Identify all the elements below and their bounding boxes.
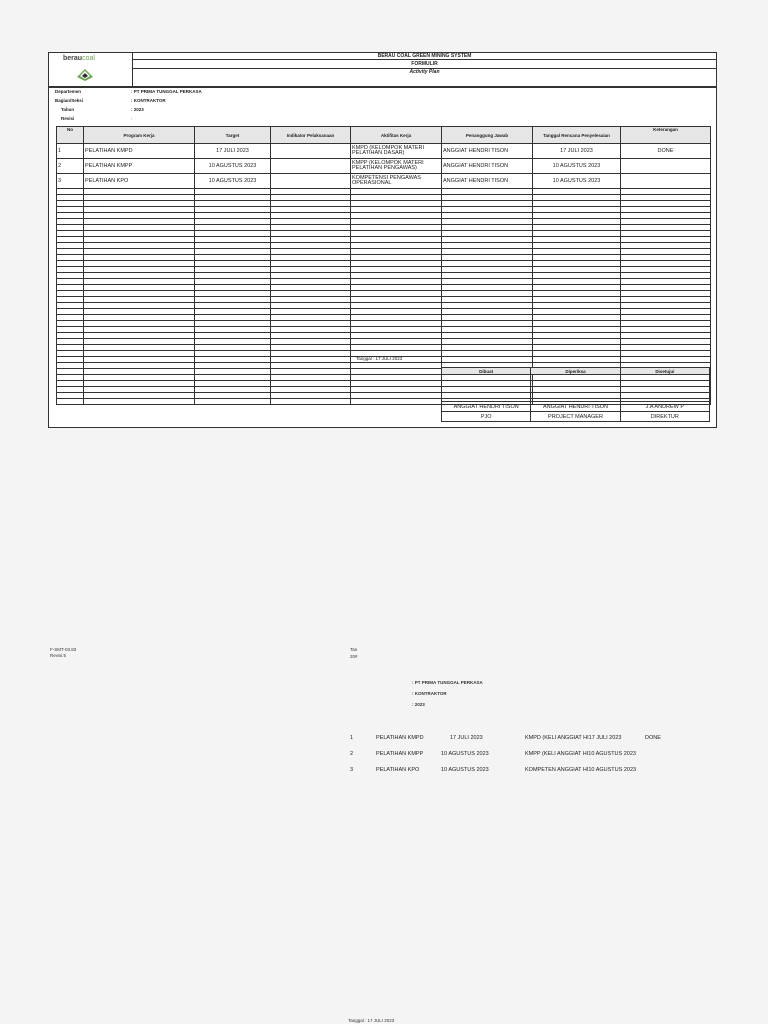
- cell-target: 10 AGUSTUS 2023: [195, 174, 271, 189]
- sign-space: [531, 375, 620, 402]
- cell-aktifitas: KMPD (KELOMPOK MATERI PELATIHAN DASAR): [351, 144, 442, 159]
- table-row: [57, 144, 711, 159]
- overflow-tanggal: Tanggal : 17 JULI 2023: [348, 1018, 395, 1023]
- tahun-value: : 2023: [131, 107, 144, 112]
- table-row: [57, 174, 711, 189]
- signature-header-row: [442, 368, 710, 375]
- logo-area: [49, 53, 133, 87]
- sign-header-diperiksa: Diperiksa: [531, 368, 620, 375]
- overflow-no: 2: [350, 751, 354, 757]
- sign-header-disetujui: Disetujui: [620, 368, 709, 375]
- overflow-tahun: : 2023: [412, 702, 425, 707]
- sign-space: [442, 375, 531, 402]
- col-header-keterangan: Keterangan: [621, 127, 711, 144]
- tan-label: Tan: [350, 647, 358, 652]
- bagian-value: : KONTRAKTOR: [131, 98, 166, 103]
- cell-no: 2: [57, 159, 84, 174]
- overflow-no: 1: [350, 735, 354, 741]
- activity-plan-form: [48, 52, 717, 428]
- cell-no: 3: [57, 174, 84, 189]
- cell-pj: ANGGIAT HENDRI TISON: [442, 159, 533, 174]
- table-row: [57, 159, 711, 174]
- sign-name-disetujui: J.A ANDREW P: [620, 402, 709, 412]
- col-header-program: Program Kerja: [84, 127, 195, 144]
- overflow-bagian: : KONTRAKTOR: [412, 691, 447, 696]
- sign-role-disetujui: DIREKTUR: [620, 412, 709, 422]
- overflow-program: PELATIHAN KPO: [376, 767, 420, 773]
- logo-text-main: berau: [63, 55, 83, 62]
- col-header-tanggal: Tanggal Rencana Penyelesaian: [533, 127, 621, 144]
- sign-name-diperiksa: ANGGIAT HENDRI TISON: [531, 402, 620, 412]
- revisi-label: Revisi: [61, 116, 75, 121]
- activity-table: [56, 126, 711, 405]
- overflow-no: 3: [350, 767, 354, 773]
- signature-table: [441, 367, 710, 422]
- form-code: F-SMT-03.83: [50, 647, 77, 652]
- cell-aktifitas: KOMPETENSI PENGAWAS OPERASIONAL: [351, 174, 442, 189]
- cell-pj: ANGGIAT HENDRI TISON: [442, 144, 533, 159]
- form-name: Activity Plan: [133, 69, 716, 87]
- signature-space-row: [442, 375, 710, 402]
- cell-aktifitas: KMPP (KELOMPOK MATERI PELATIHAN PENGAWAS): [351, 159, 442, 174]
- col-header-target: Target: [195, 127, 271, 144]
- empty-cell: [57, 399, 84, 405]
- cell-keterangan: [621, 159, 711, 174]
- col-header-aktifitas: Aktifitas Kerja: [351, 127, 442, 144]
- cell-pj: ANGGIAT HENDRI TISON: [442, 174, 533, 189]
- revisi-value: :: [131, 116, 133, 121]
- cell-indikator: [271, 144, 351, 159]
- departemen-value: : PT PRIMA TUNGGAL PERKASA: [131, 89, 202, 94]
- year-short: 20#: [350, 654, 358, 659]
- cell-tanggal: 10 AGUSTUS 2023: [533, 159, 621, 174]
- cell-tanggal: 10 AGUSTUS 2023: [533, 174, 621, 189]
- departemen-label: Departemen: [55, 89, 82, 94]
- col-header-pj: Penanggung Jawab: [442, 127, 533, 144]
- cell-keterangan: DONE: [621, 144, 711, 159]
- overflow-target: 17 JULI 2023: [450, 735, 483, 741]
- overflow-target: 10 AGUSTUS 2023: [441, 767, 489, 773]
- overflow-rest: KMPP (KELI ANGGIAT HI10 AGUSTUS 2023: [525, 751, 636, 757]
- sign-space: [620, 375, 709, 402]
- overflow-rest: KMPD (KELI ANGGIAT HI17 JULI 2023: [525, 735, 622, 741]
- revision-label: Revisi:5: [50, 653, 67, 658]
- sign-role-diperiksa: PROJECT MANAGER: [531, 412, 620, 422]
- empty-cell: [84, 399, 195, 405]
- signature-name-row: [442, 402, 710, 412]
- overflow-ket: DONE: [645, 735, 661, 741]
- cell-program: PELATIHAN KPO: [84, 174, 195, 189]
- cell-target: 17 JULI 2023: [195, 144, 271, 159]
- cell-no: 1: [57, 144, 84, 159]
- sign-role-dibuat: PJO: [442, 412, 531, 422]
- overflow-target: 10 AGUSTUS 2023: [441, 751, 489, 757]
- tahun-label: Tahun: [61, 107, 75, 112]
- col-header-no: No: [57, 127, 84, 144]
- form-label: FORMULIR: [133, 60, 716, 69]
- cell-target: 10 AGUSTUS 2023: [195, 159, 271, 174]
- header-divider: [49, 87, 716, 88]
- sign-header-dibuat: Dibuat: [442, 368, 531, 375]
- cell-keterangan: [621, 174, 711, 189]
- overflow-program: PELATIHAN KMPP: [376, 751, 424, 757]
- cell-indikator: [271, 174, 351, 189]
- cell-program: PELATIHAN KMPD: [84, 144, 195, 159]
- cell-program: PELATIHAN KMPP: [84, 159, 195, 174]
- cell-tanggal: 17 JULI 2023: [533, 144, 621, 159]
- overflow-program: PELATIHAN KMPD: [376, 735, 424, 741]
- sign-name-dibuat: ANGGIAT HENDRI TISON: [442, 402, 531, 412]
- col-header-indikator: Indikator Pelaksanaan: [271, 127, 351, 144]
- tanggal-line: Tanggal : 17 JULI 2023: [356, 356, 403, 361]
- bagian-label: Bagian/Seksi: [55, 98, 84, 103]
- empty-cell: [195, 399, 271, 405]
- table-header-row: [57, 127, 711, 144]
- logo-text-accent: coal: [82, 55, 95, 62]
- empty-cell: [351, 399, 442, 405]
- berau-coal-logo-icon: [75, 65, 95, 83]
- overflow-rest: KOMPETEN ANGGIAT HI10 AGUSTUS 2023: [525, 767, 637, 773]
- empty-cell: [271, 399, 351, 405]
- brand-logo: [63, 55, 95, 62]
- overflow-company: : PT PRIMA TUNGGAL PERKASA: [412, 680, 483, 685]
- signature-role-row: [442, 412, 710, 422]
- system-title: BERAU COAL GREEN MINING SYSTEM: [133, 53, 716, 60]
- cell-indikator: [271, 159, 351, 174]
